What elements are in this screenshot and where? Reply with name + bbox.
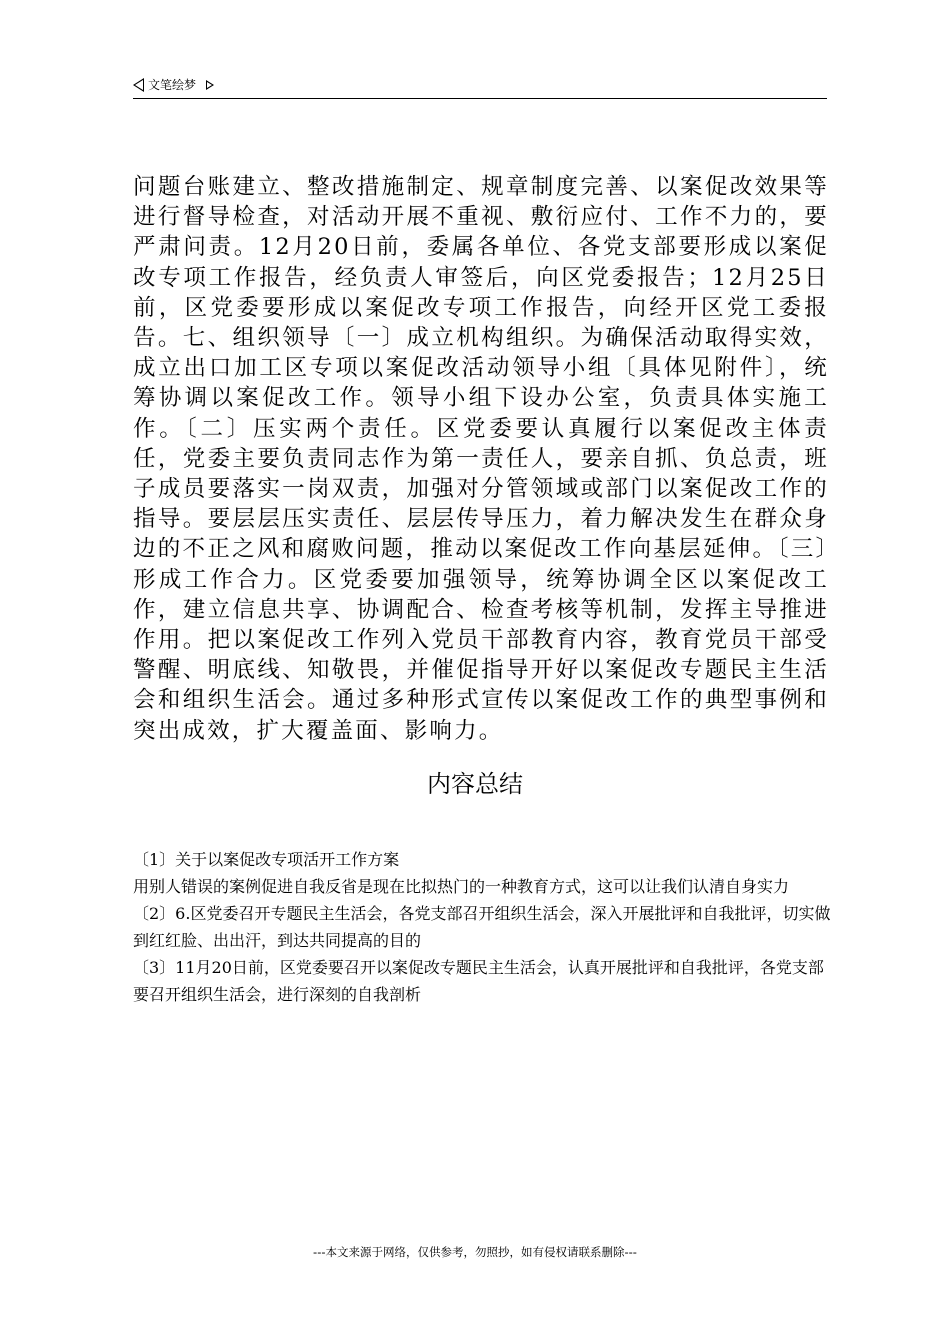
- summary-list: [133, 846, 833, 1008]
- page-header: [133, 74, 827, 99]
- triangle-right-outline-icon: [206, 80, 214, 90]
- summary-title: 内容总结: [427, 770, 523, 798]
- summary-item: 〔3〕11月20日前，区党委要召开以案促改专题民主生活会，认真开展批评和自我批评，各党支部要召开组织生活会，进行深刻的自我剖析: [133, 958, 824, 1004]
- footer-disclaimer: ---本文来源于网络，仅供参考，勿照抄，如有侵权请联系删除---: [313, 1245, 637, 1259]
- header-brand: [133, 76, 214, 93]
- triangle-left-outline-icon: [133, 78, 144, 92]
- summary-item: 用别人错误的案例促进自我反省是现在比拟热门的一种教育方式，这可以让我们认清自身实力: [133, 877, 790, 896]
- summary-item: 〔1〕关于以案促改专项活开工作方案: [133, 850, 400, 869]
- brand-name: 文笔绘梦: [148, 78, 197, 92]
- body-paragraph: 问题台账建立、整改措施制定、规章制度完善、以案促改效果等进行督导检查，对活动开展不重视、敷衍应付、工作不力的，要严肃问责。12月20日前，委属各单位、各党支部要形成以案促改专项工作报告，经负责人审签后，向区党委报告；12月25日前，区党委要形成以案促改专项工作报告，向经开区党工委报告。七、组织领导〔一〕成立机构组织。为确保活动取得实效，成立出口加工区专项以案促改活动领导小组〔具体见附件〕，统筹协调以案促改工作。领导小组下设办公室，负责具体实施工作。〔二〕压实两个责任。区党委要认真履行以案促改主体责任，党委主要负责同志作为第一责任人，要亲自抓、负总责，班子成员要落实一岗双责，加强对分管领域或部门以案促改工作的指导。要层层压实责任、层层传导压力，着力解决发生在群众身边的不正之风和腐败问题，推动以案促改工作向基层延伸。〔三〕形成工作合力。区党委要加强领导，统筹协调全区以案促改工作，建立信息共享、协调配合、检查考核等机制，发挥主导推进作用。把以案促改工作列入党员干部教育内容，教育党员干部受警醒、明底线、知敬畏，并催促指导开好以案促改专题民主生活会和组织生活会。通过多种形式宣传以案促改工作的典型事例和突出成效，扩大覆盖面、影响力。: [133, 174, 829, 744]
- summary-item: 〔2〕6.区党委召开专题民主生活会，各党支部召开组织生活会，深入开展批评和自我批评，切实做到红红脸、出出汗，到达共同提高的目的: [133, 904, 831, 950]
